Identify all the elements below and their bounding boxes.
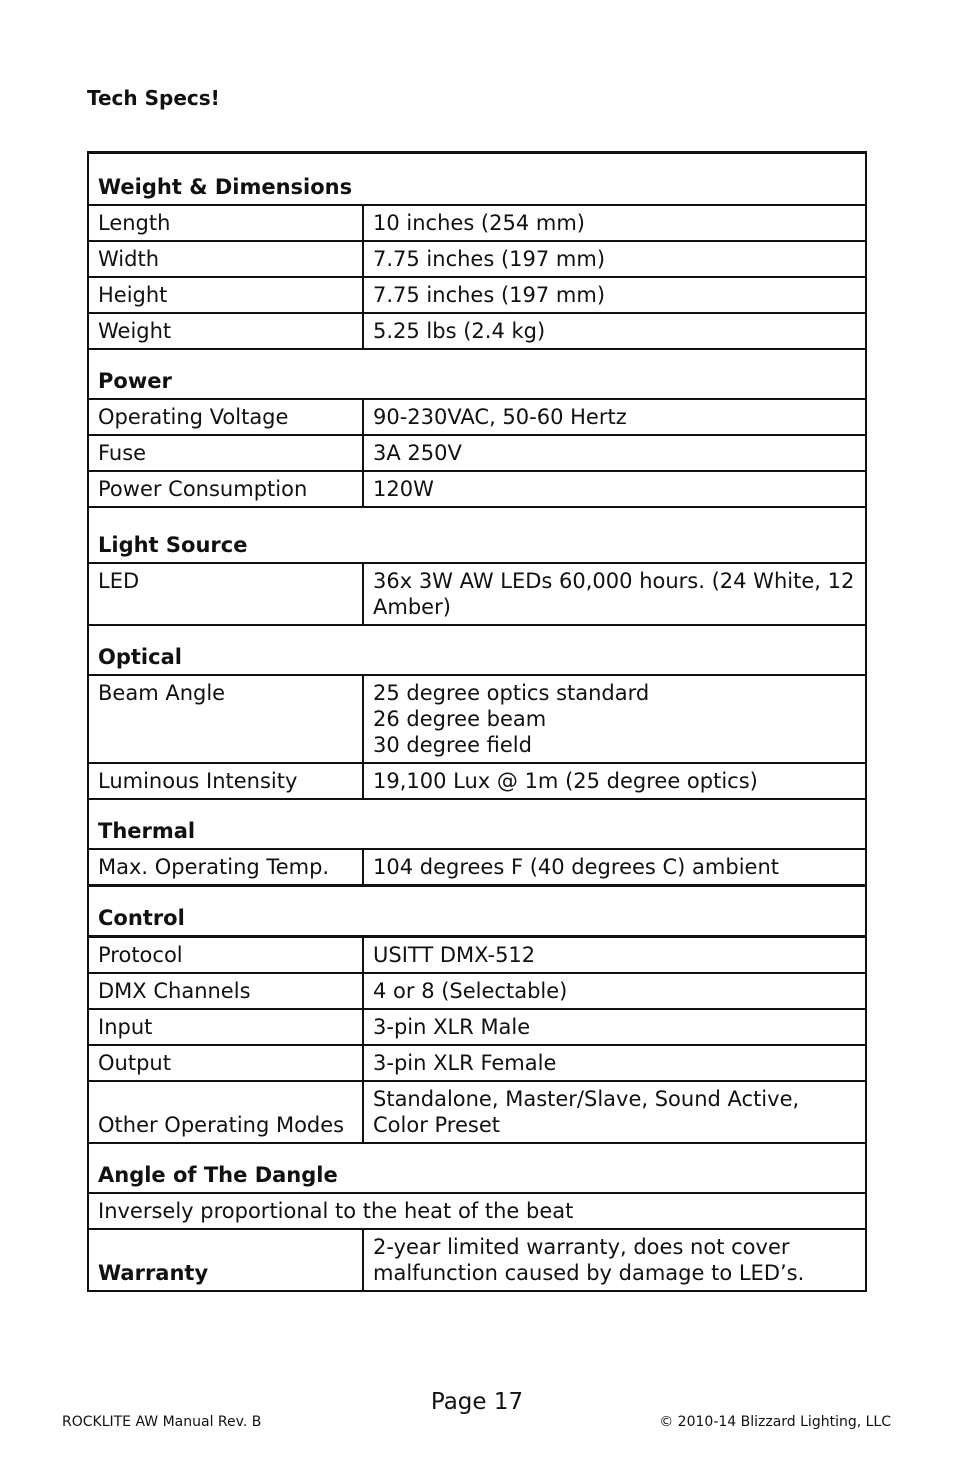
footer-manual-revision: ROCKLITE AW Manual Rev. B — [62, 1414, 262, 1430]
spec-label: LED — [88, 563, 363, 625]
section-title-optical: Optical — [88, 625, 866, 675]
spec-label: DMX Channels — [88, 973, 363, 1009]
section-title-weight-dimensions: Weight & Dimensions — [88, 153, 866, 206]
spec-value: 5.25 lbs (2.4 kg) — [363, 313, 866, 349]
spec-label: Protocol — [88, 937, 363, 974]
spec-value: 120W — [363, 471, 866, 507]
spec-value-line: 30 degree field — [373, 733, 532, 757]
table-row — [88, 1081, 866, 1143]
spec-label: Max. Operating Temp. — [88, 849, 363, 886]
spec-value: 10 inches (254 mm) — [363, 205, 866, 241]
page-title: Tech Specs! — [87, 86, 220, 110]
table-row — [88, 563, 866, 625]
section-title-thermal: Thermal — [88, 799, 866, 849]
spec-label: Beam Angle — [88, 675, 363, 763]
spec-value: USITT DMX-512 — [363, 937, 866, 974]
spec-label: Luminous Intensity — [88, 763, 363, 799]
footer-copyright: © 2010-14 Blizzard Lighting, LLC — [659, 1414, 891, 1430]
tech-specs-table — [87, 151, 867, 1292]
table-row — [88, 849, 866, 886]
spec-value-line: 25 degree optics standard — [373, 681, 650, 705]
warranty-value: 2-year limited warranty, does not cover malfunction caused by damage to LED’s. — [363, 1229, 866, 1291]
table-row — [88, 399, 866, 435]
spec-value: 3-pin XLR Female — [363, 1045, 866, 1081]
table-row — [88, 675, 866, 763]
spec-value: 7.75 inches (197 mm) — [363, 277, 866, 313]
spec-label: Length — [88, 205, 363, 241]
table-row — [88, 1193, 866, 1229]
spec-value: 36x 3W AW LEDs 60,000 hours. (24 White, 12 Amber) — [363, 563, 866, 625]
table-row — [88, 313, 866, 349]
spec-label: Fuse — [88, 435, 363, 471]
section-header-row — [88, 1143, 866, 1193]
table-row — [88, 1045, 866, 1081]
section-title-angle-of-the-dangle: Angle of The Dangle — [88, 1143, 866, 1193]
spec-value: 3A 250V — [363, 435, 866, 471]
spec-value-full: Inversely proportional to the heat of the beat — [88, 1193, 866, 1229]
section-header-row — [88, 625, 866, 675]
spec-value-line: 26 degree beam — [373, 707, 547, 731]
table-row — [88, 937, 866, 974]
spec-label: Input — [88, 1009, 363, 1045]
spec-value: 4 or 8 (Selectable) — [363, 973, 866, 1009]
spec-label: Weight — [88, 313, 363, 349]
spec-label: Power Consumption — [88, 471, 363, 507]
spec-value: 3-pin XLR Male — [363, 1009, 866, 1045]
page-number: Page 17 — [430, 1389, 524, 1415]
section-title-control: Control — [88, 886, 866, 937]
spec-label: Output — [88, 1045, 363, 1081]
spec-label: Operating Voltage — [88, 399, 363, 435]
table-row — [88, 277, 866, 313]
table-row — [88, 205, 866, 241]
table-row — [88, 763, 866, 799]
warranty-label: Warranty — [88, 1229, 363, 1291]
table-row — [88, 1009, 866, 1045]
spec-value: 7.75 inches (197 mm) — [363, 241, 866, 277]
spec-label: Width — [88, 241, 363, 277]
spec-value: Standalone, Master/Slave, Sound Active, Color Preset — [363, 1081, 866, 1143]
table-row — [88, 1229, 866, 1291]
table-row — [88, 435, 866, 471]
spec-value: 104 degrees F (40 degrees C) ambient — [363, 849, 866, 886]
section-header-row — [88, 349, 866, 399]
section-header-row — [88, 153, 866, 206]
section-header-row — [88, 507, 866, 563]
spec-value — [363, 675, 866, 763]
table-row — [88, 471, 866, 507]
spec-value: 90-230VAC, 50-60 Hertz — [363, 399, 866, 435]
section-title-power: Power — [88, 349, 866, 399]
spec-value: 19,100 Lux @ 1m (25 degree optics) — [363, 763, 866, 799]
spec-label: Height — [88, 277, 363, 313]
spec-label: Other Operating Modes — [88, 1081, 363, 1143]
section-header-row — [88, 886, 866, 937]
section-header-row — [88, 799, 866, 849]
table-row — [88, 241, 866, 277]
table-row — [88, 973, 866, 1009]
section-title-light-source: Light Source — [88, 507, 866, 563]
